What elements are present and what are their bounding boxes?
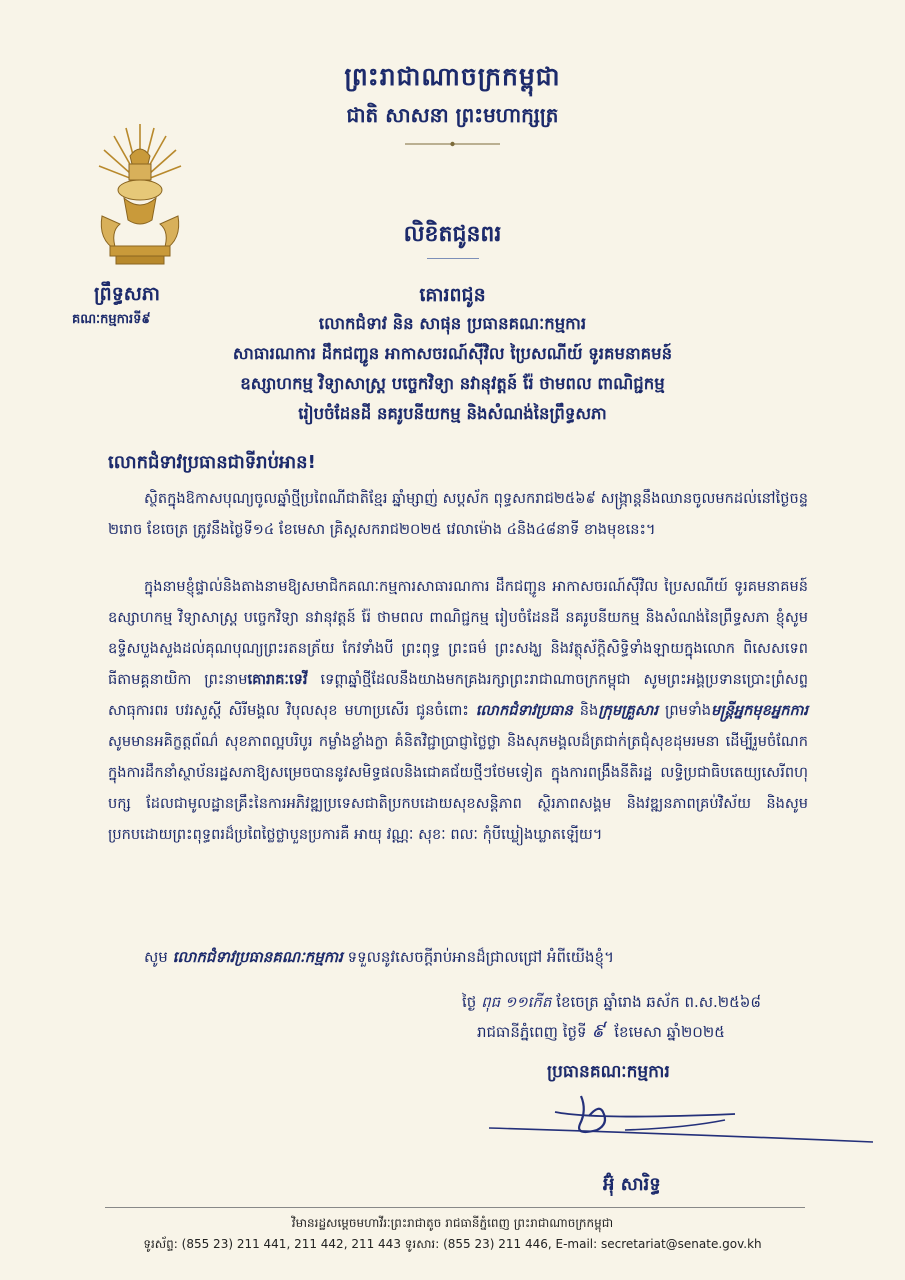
title-underline xyxy=(427,258,479,259)
handwritten-day: ៩ xyxy=(591,1020,605,1042)
deity-name: គោរាគៈទេវី xyxy=(247,671,308,688)
blessing-text: ក្នុងនាមខ្ញុំផ្ទាល់និងតាងនាមឱ្យសមាជិកគណៈកម្មការសាធារណការ ដឹកជញ្ជូន អាកាសចរណ៍ស៊ីវិល ប្រៃសណីយ៍ ទូរគមនាគមន៍ ឧស្សាហកម្ម វិទ្យាសាស្ត្រ បច្ចេកវិទ្យា នវានុវត្តន៍ រ៉ែ ថាមពល ពាណិជ្ជកម្ម រៀបចំដែនដី នគរូបនីយកម្ម និងសំណង់នៃព្រឹទ្ធសភា ខ្ញុំសូមឧទ្ទិសបួងសួងដល់គុណបុណ្យព្រះរតនត្រ័យ កែវទាំងបី ព្រះពុទ្ធ ព្រះធម៌ ព្រះសង្ឃ និងវត្ថុស័ក្តិសិទ្ធិទាំងឡាយក្នុងលោក ពិសេសទេពធីតាមគ្គនាយិកា ព្រះនាម xyxy=(108,578,808,688)
lunar-date xyxy=(462,993,761,1015)
lunar-date-suffix: ខែចេត្រ ឆ្នាំរោង ឆស័ក ព.ស.២៥៦៨ xyxy=(556,993,762,1011)
closing-prefix: សូម xyxy=(144,948,168,966)
footer-contact: ទូរស័ព្ទ: (855 23) 211 441, 211 442, 211 443 ទូរសារ: (855 23) 211 446, E-mail: secretariat@senate.gov.kh xyxy=(143,1237,762,1251)
blessing-text: សូមមានអគិក្ខត្តព័ណ៌ សុខភាពល្អបរិបូរ កម្លាំងខ្លាំងក្លា គំនិតវិជ្ជាប្រាជ្ញាថ្លៃថ្លា និងសុភមង្គលដ៏ត្រជាក់ត្រជុំសុខដុមរមនា ដើម្បីរួមចំណែកក្នុងការដឹកនាំស្ថាប័នរដ្ឋសភាឱ្យសម្រេចបាននូវសមិទ្ធផលនិងជោគជ័យថ្មីៗថែមទៀត ក្នុងការពង្រឹងនីតិរដ្ឋ លទ្ធិប្រជាធិបតេយ្យសេរីពហុបក្ស ដែលជាមូលដ្ឋានគ្រឹះនៃការអភិវឌ្ឍប្រទេសជាតិប្រកបដោយសុខសន្តិភាព ស្ថិរភាពសង្គម និងវឌ្ឍនភាពគ្រប់វិស័យ និងសូមប្រកបដោយព្រះពុទ្ធពរដ៏ប្រពៃថ្លៃថ្លាបួនប្រការគឺ អាយុ វណ្ណៈ សុខៈ ពលៈ កុំបីឃ្លៀងឃ្លាតឡើយ។ xyxy=(108,733,808,843)
respect-heading: គោរពជូន xyxy=(419,284,486,306)
signatory-name: អ៊ុំ សារិទ្ធ xyxy=(603,1174,661,1195)
recipient-line: សាធារណការ ដឹកជញ្ជូន អាកាសចរណ៍ស៊ីវិល ប្រៃសណីយ៍ ទូរគមនាគមន៍ xyxy=(232,344,673,363)
solar-date xyxy=(477,1019,725,1047)
closing-suffix: ទទួលនូវសេចក្តីរាប់អានដ៏ជ្រាលជ្រៅ អំពីយើងខ្ញុំ។ xyxy=(347,948,614,966)
closing-line xyxy=(144,948,614,970)
salutation: លោកជំទាវប្រធានជាទីរាប់អាន! xyxy=(108,452,316,473)
blessing-text: និង xyxy=(572,702,599,719)
recipient-line: ឧស្សាហកម្ម វិទ្យាសាស្ត្រ បច្ចេកវិទ្យា នវានុវត្តន៍ រ៉ែ ថាមពល ពាណិជ្ជកម្ម xyxy=(240,374,665,393)
honoree-officials: មន្ត្រីអ្នកមុខអ្នកការ xyxy=(711,702,808,719)
lunar-date-prefix: ថ្ងៃ xyxy=(462,993,477,1011)
closing-honoree: លោកជំទាវប្រធានគណៈកម្មការ xyxy=(172,948,343,966)
blessing-text: ព្រមទាំង xyxy=(657,702,712,719)
solar-date-suffix: ខែមេសា ឆ្នាំ២០២៥ xyxy=(614,1023,725,1041)
national-motto: ជាតិ សាសនា ព្រះមហាក្សត្រ xyxy=(346,103,559,127)
signature-icon xyxy=(485,1090,875,1150)
kingdom-heading: ព្រះរាជាណាចក្រកម្ពុជា xyxy=(344,62,561,91)
recipient-line: រៀបចំដែនដី នគរូបនីយកម្ម និងសំណង់នៃព្រឹទ្ធសភា xyxy=(298,404,607,423)
blessing-text: ទេព្តាឆ្នាំថ្មីដែលនឹងយាងមកគ្រងរក្សាព្រះរាជាណាចក្រកម្ពុជា សូមព្រះអង្គប្រទានប្រោះព្រំសព្ទសាធុការពរ បវរសួស្តី សិរីមង្គល វិបុលសុខ មហាប្រសើរ ជូនចំពោះ xyxy=(108,671,808,719)
footer-address: វិមានរដ្ឋសម្តេចមហាវីរៈព្រះរាជាតូច រាជធានីភ្នំពេញ ព្រះរាជាណាចក្រកម្ពុជា xyxy=(291,1216,614,1230)
honoree-president: លោកជំទាវប្រធាន xyxy=(475,702,573,719)
document-title: លិខិតជូនពរ xyxy=(403,222,502,247)
sender-organization: ព្រឹទ្ធសភា xyxy=(94,283,160,305)
paragraph-blessing xyxy=(108,571,808,850)
honoree-family: ក្រុមគ្រួសារ xyxy=(598,702,658,719)
sender-commission: គណៈកម្មការទី៩ xyxy=(72,312,151,327)
solar-date-prefix: រាជធានីភ្នំពេញ ថ្ងៃទី xyxy=(477,1023,587,1041)
handwritten-lunar-day: ពុធ ១១កើត xyxy=(481,993,552,1011)
ornament-divider-icon xyxy=(405,140,500,148)
recipient-line: លោកជំទាវ និន សាផុន ប្រធានគណៈកម្មការ xyxy=(318,314,587,333)
paragraph-new-year: ស្ថិតក្នុងឱកាសបុណ្យចូលឆ្នាំថ្មីប្រពៃណីជាតិខ្មែរ ឆ្នាំម្សាញ់ សប្តស័ក ពុទ្ធសករាជ២៥៦៩ សង្ក្រាន្តនឹងឈានចូលមកដល់នៅថ្ងៃចន្ទ ២រោច ខែចេត្រ ត្រូវនឹងថ្ងៃទី១៤ ខែមេសា គ្រិស្តសករាជ២០២៥ វេលាម៉ោង ៤និង៤៨នាទី ខាងមុខនេះ។ xyxy=(108,490,808,538)
footer-divider xyxy=(105,1207,805,1208)
signatory-title: ប្រធានគណៈកម្មការ xyxy=(547,1062,670,1082)
